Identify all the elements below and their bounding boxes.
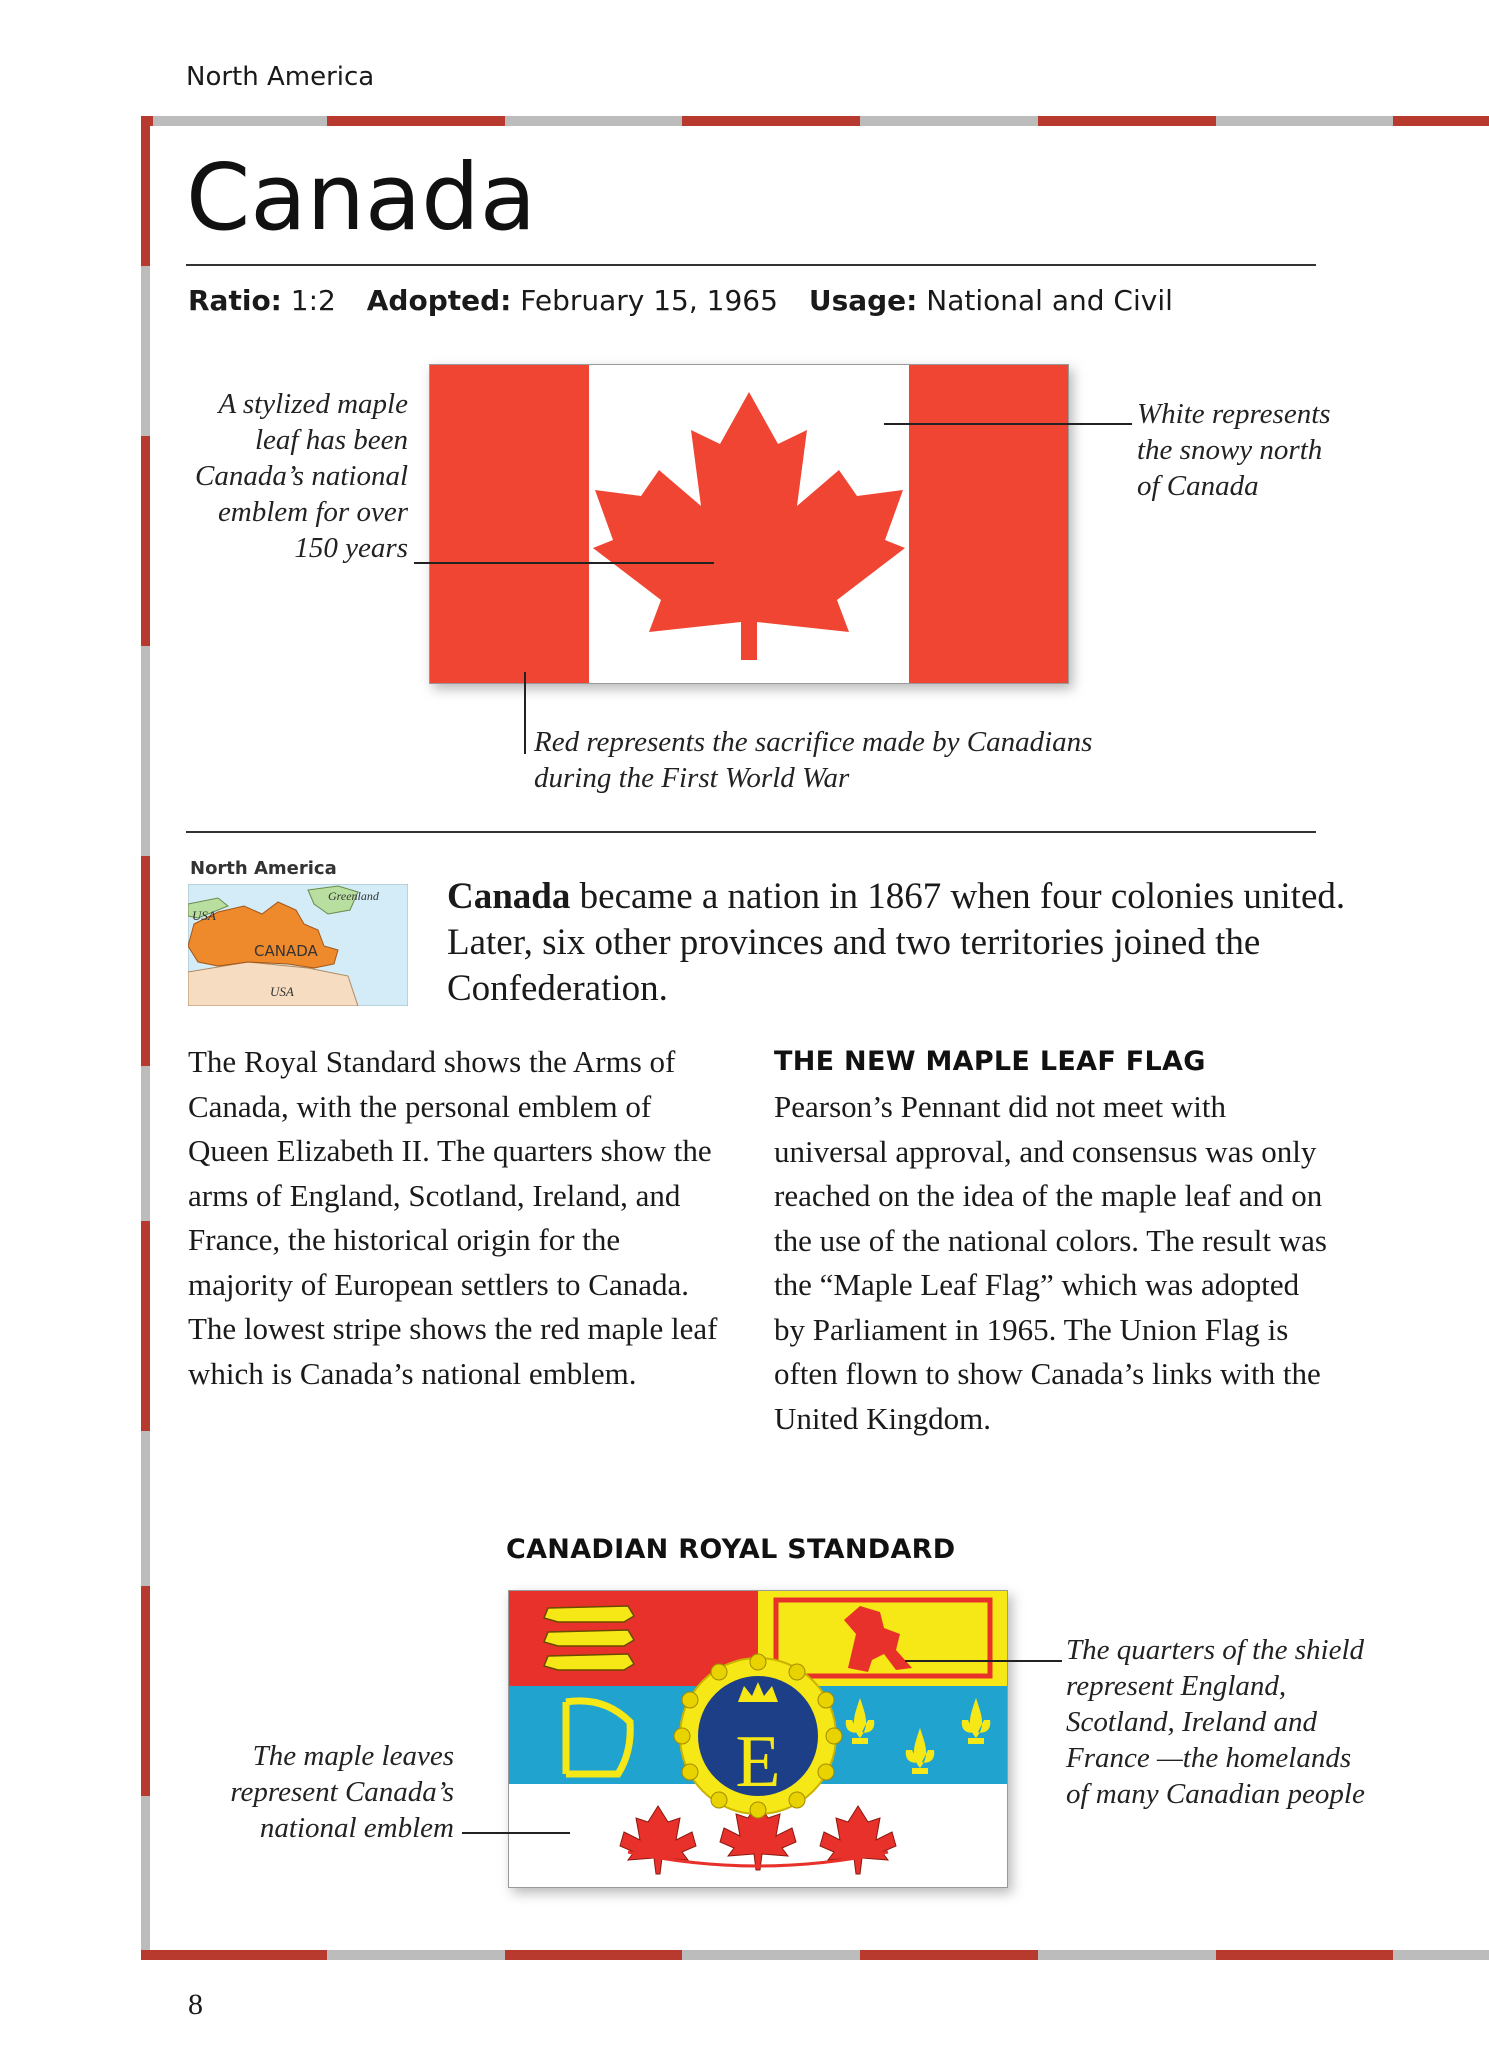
map-label-greenland: Greenland <box>328 889 379 903</box>
maple-leaf-caption: A stylized maple leaf has been Canada’s national emblem for over 150 years <box>195 388 408 564</box>
page-title: Canada <box>186 144 537 251</box>
left-frame-border <box>141 116 150 1960</box>
ratio-label: Ratio: <box>188 284 282 317</box>
white-leader-line <box>884 423 1132 425</box>
locator-map <box>188 884 408 1006</box>
intro-lead: Canada <box>447 876 571 917</box>
left-column-text: The Royal Standard shows the Arms of Canada, with the personal emblem of Queen Elizabeth II. The quarters show the arms of England, Scotland, Ireland, and France, the historical origin for the majority of European settlers to Canada. The lowest stripe shows the red maple leaf which is Canada’s national emblem. <box>188 1044 718 1391</box>
three-lions-icon <box>544 1606 634 1670</box>
intro-paragraph <box>447 874 1347 1012</box>
white-caption: White represents the snowy north of Canada <box>1137 398 1331 502</box>
maple-leaves-leader-line <box>462 1832 570 1834</box>
right-column-text: Pearson’s Pennant did not meet with universal approval, and consensus was only reached on the idea of the maple leaf and on the use of the national colors. The result was the “Maple Leaf Flag” which was adopted by Parliament in 1965. The Union Flag is often flown to show Canada’s links with the United Kingdom. <box>774 1089 1327 1436</box>
maple-leaf-leader-line <box>414 562 714 564</box>
new-flag-heading: THE NEW MAPLE LEAF FLAG <box>774 1046 1206 1077</box>
usage-label: Usage: <box>808 284 918 317</box>
top-frame-border <box>141 116 1489 126</box>
quarters-caption: The quarters of the shield represent England, Scotland, Ireland and France —the homelands of many Canadian people <box>1066 1634 1365 1810</box>
red-leader-line <box>524 672 526 754</box>
quarters-leader-line <box>905 1660 1062 1662</box>
title-rule <box>186 264 1316 266</box>
map-title: North America <box>190 858 337 879</box>
canada-flag <box>428 364 1070 684</box>
royal-monogram: E <box>735 1721 781 1803</box>
royal-standard-heading: CANADIAN ROYAL STANDARD <box>506 1534 956 1565</box>
map-label-usa-north: USA <box>192 908 216 923</box>
flag-meta <box>188 284 1173 317</box>
map-label-canada: CANADA <box>254 942 318 960</box>
usage-value: National and Civil <box>926 284 1173 317</box>
royal-standard-flag <box>508 1590 1008 1888</box>
adopted-value: February 15, 1965 <box>520 284 778 317</box>
bottom-frame-border <box>141 1950 1489 1960</box>
ratio-value: 1:2 <box>290 284 336 317</box>
section-label: North America <box>186 62 375 92</box>
red-caption: Red represents the sacrifice made by Canadians during the First World War <box>534 726 1093 794</box>
map-label-usa: USA <box>270 984 294 999</box>
section-rule <box>186 831 1316 833</box>
adopted-label: Adopted: <box>366 284 512 317</box>
maple-leaves-caption: The maple leaves represent Canada’s national emblem <box>230 1740 454 1844</box>
page-number: 8 <box>188 1988 203 2021</box>
intro-text: became a nation in 1867 when four colonies united. Later, six other provinces and two territories joined the Confederation. <box>447 876 1346 1009</box>
